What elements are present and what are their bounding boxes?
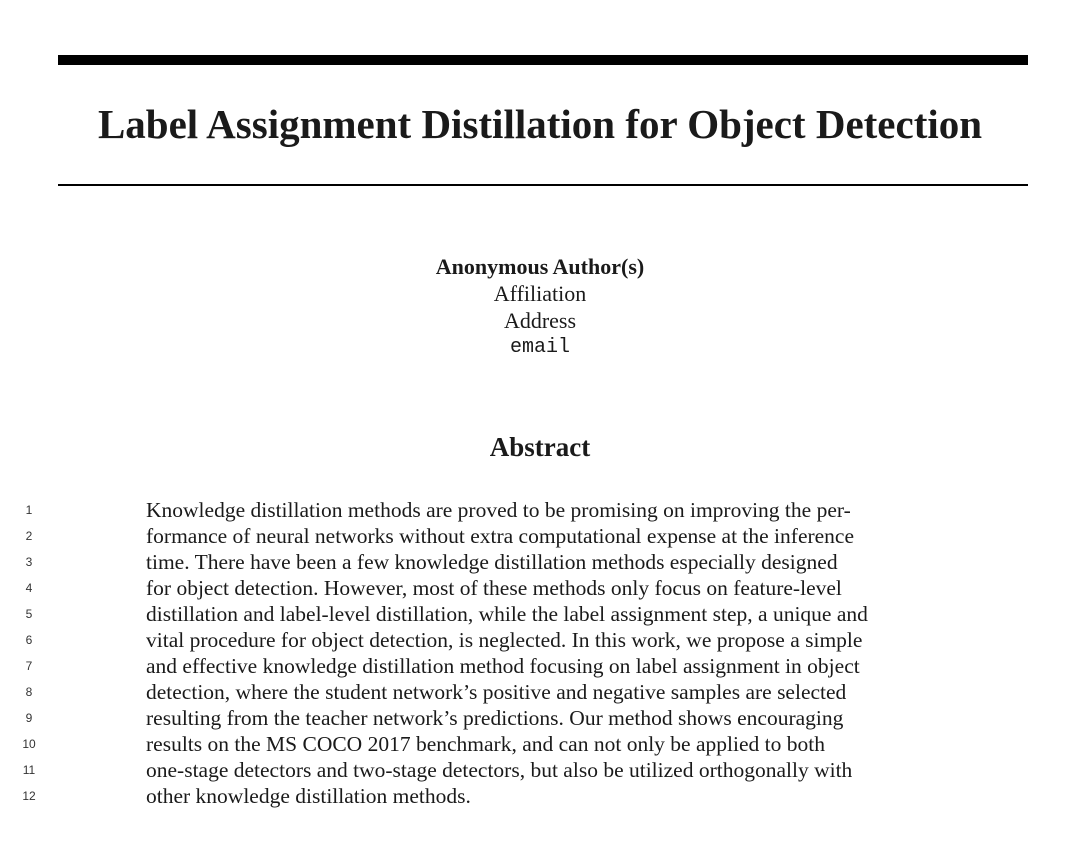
author-name: Anonymous Author(s) [435, 254, 645, 279]
abstract-line: vital procedure for object detection, is neglected. In this work, we propose a simple [146, 628, 863, 652]
abstract-line: time. There have been a few knowledge distillation methods especially designed [146, 550, 838, 574]
author-block [0, 253, 1080, 361]
author-address: Address [503, 308, 577, 333]
abstract-line: Knowledge distillation methods are proved to be promising on improving the per- [146, 498, 851, 522]
abstract-line: results on the MS COCO 2017 benchmark, and can not only be applied to both [146, 732, 825, 756]
abstract-heading: Abstract [489, 432, 591, 462]
line-number: 3 [25, 555, 33, 569]
abstract-line: distillation and label-level distillation, while the label assignment step, a unique and [146, 602, 868, 626]
line-number: 8 [25, 685, 33, 699]
title-top-rule [58, 55, 1028, 65]
abstract-line: formance of neural networks without extra computational expense at the inference [146, 524, 855, 548]
abstract-line: detection, where the student network’s positive and negative samples are selected [146, 680, 847, 704]
line-number: 11 [22, 763, 36, 777]
abstract-line: resulting from the teacher network’s predictions. Our method shows encouraging [146, 706, 844, 730]
line-number: 1 [25, 503, 33, 517]
line-number: 4 [25, 581, 33, 595]
paper-title: Label Assignment Distillation for Object Detection [97, 101, 983, 147]
author-affiliation: Affiliation [493, 281, 587, 306]
line-number: 10 [22, 737, 36, 751]
line-number: 9 [25, 711, 33, 725]
title-bottom-rule [58, 184, 1028, 186]
line-number: 6 [25, 633, 33, 647]
abstract-line: other knowledge distillation methods. [146, 784, 471, 808]
abstract-body [146, 497, 946, 809]
abstract-line: for object detection. However, most of these methods only focus on feature-level [146, 576, 842, 600]
line-number: 7 [25, 659, 33, 673]
abstract-line: one-stage detectors and two-stage detectors, but also be utilized orthogonally with [146, 758, 853, 782]
line-number: 5 [25, 607, 33, 621]
author-email: email [509, 336, 570, 359]
line-number: 12 [22, 789, 36, 803]
abstract-line: and effective knowledge distillation method focusing on label assignment in object [146, 654, 860, 678]
line-number-column [14, 497, 44, 809]
line-number: 2 [25, 529, 33, 543]
